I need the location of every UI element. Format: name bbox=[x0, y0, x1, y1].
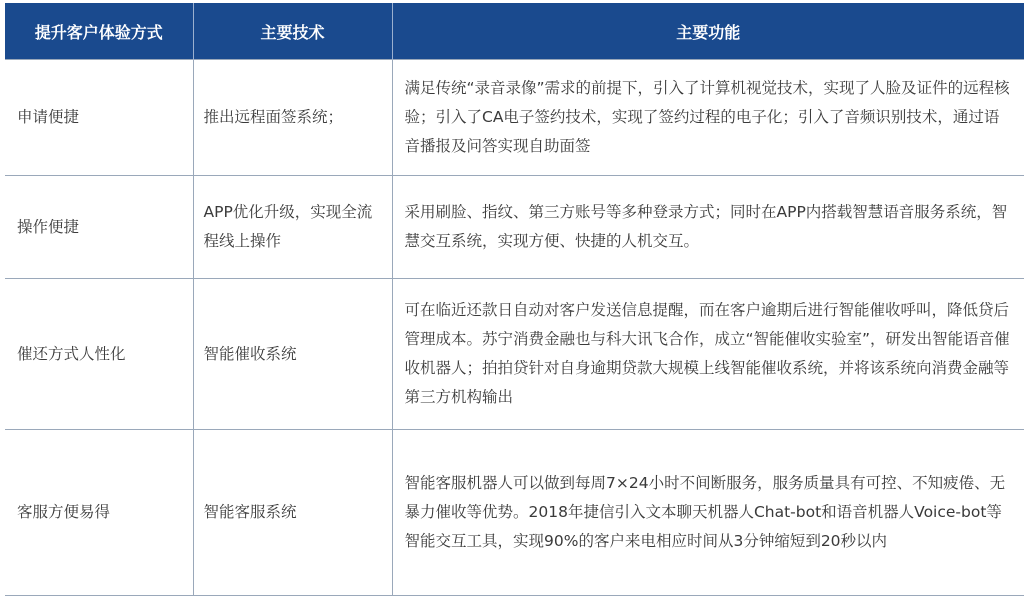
technology-cell: 智能客服系统 bbox=[193, 430, 392, 596]
header-technology: 主要技术 bbox=[193, 3, 392, 60]
method-cell: 客服方便易得 bbox=[5, 430, 193, 596]
method-cell: 操作便捷 bbox=[5, 176, 193, 279]
function-cell: 可在临近还款日自动对客户发送信息提醒，而在客户逾期后进行智能催收呼叫，降低贷后管理成本。苏宁消费金融也与科大讯飞合作，成立“智能催收实验室”，研发出智能语音催收机器人；拍拍贷针对自身逾期贷款大规模上线智能催收系统，并将该系统向消费金融等第三方机构输出 bbox=[392, 279, 1024, 430]
table-header-row bbox=[5, 3, 1024, 60]
technology-cell: APP优化升级，实现全流程线上操作 bbox=[193, 176, 392, 279]
header-function: 主要功能 bbox=[392, 3, 1024, 60]
method-cell: 催还方式人性化 bbox=[5, 279, 193, 430]
table-row bbox=[5, 176, 1024, 279]
table-row bbox=[5, 60, 1024, 176]
technology-cell: 推出远程面签系统； bbox=[193, 60, 392, 176]
method-cell: 申请便捷 bbox=[5, 60, 193, 176]
header-method: 提升客户体验方式 bbox=[5, 3, 193, 60]
function-cell: 采用刷脸、指纹、第三方账号等多种登录方式；同时在APP内搭载智慧语音服务系统，智慧交互系统，实现方便、快捷的人机交互。 bbox=[392, 176, 1024, 279]
technology-cell: 智能催收系统 bbox=[193, 279, 392, 430]
function-cell: 智能客服机器人可以做到每周7×24小时不间断服务，服务质量具有可控、不知疲倦、无暴力催收等优势。2018年捷信引入文本聊天机器人Chat-bot和语音机器人Voice-bot等智能交互工具，实现90%的客户来电相应时间从3分钟缩短到20秒以内 bbox=[392, 430, 1024, 596]
table-row bbox=[5, 430, 1024, 596]
table-row bbox=[5, 279, 1024, 430]
function-cell: 满足传统“录音录像”需求的前提下，引入了计算机视觉技术，实现了人脸及证件的远程核验；引入了CA电子签约技术，实现了签约过程的电子化；引入了音频识别技术，通过语音播报及问答实现自助面签 bbox=[392, 60, 1024, 176]
comparison-table bbox=[5, 3, 1024, 596]
